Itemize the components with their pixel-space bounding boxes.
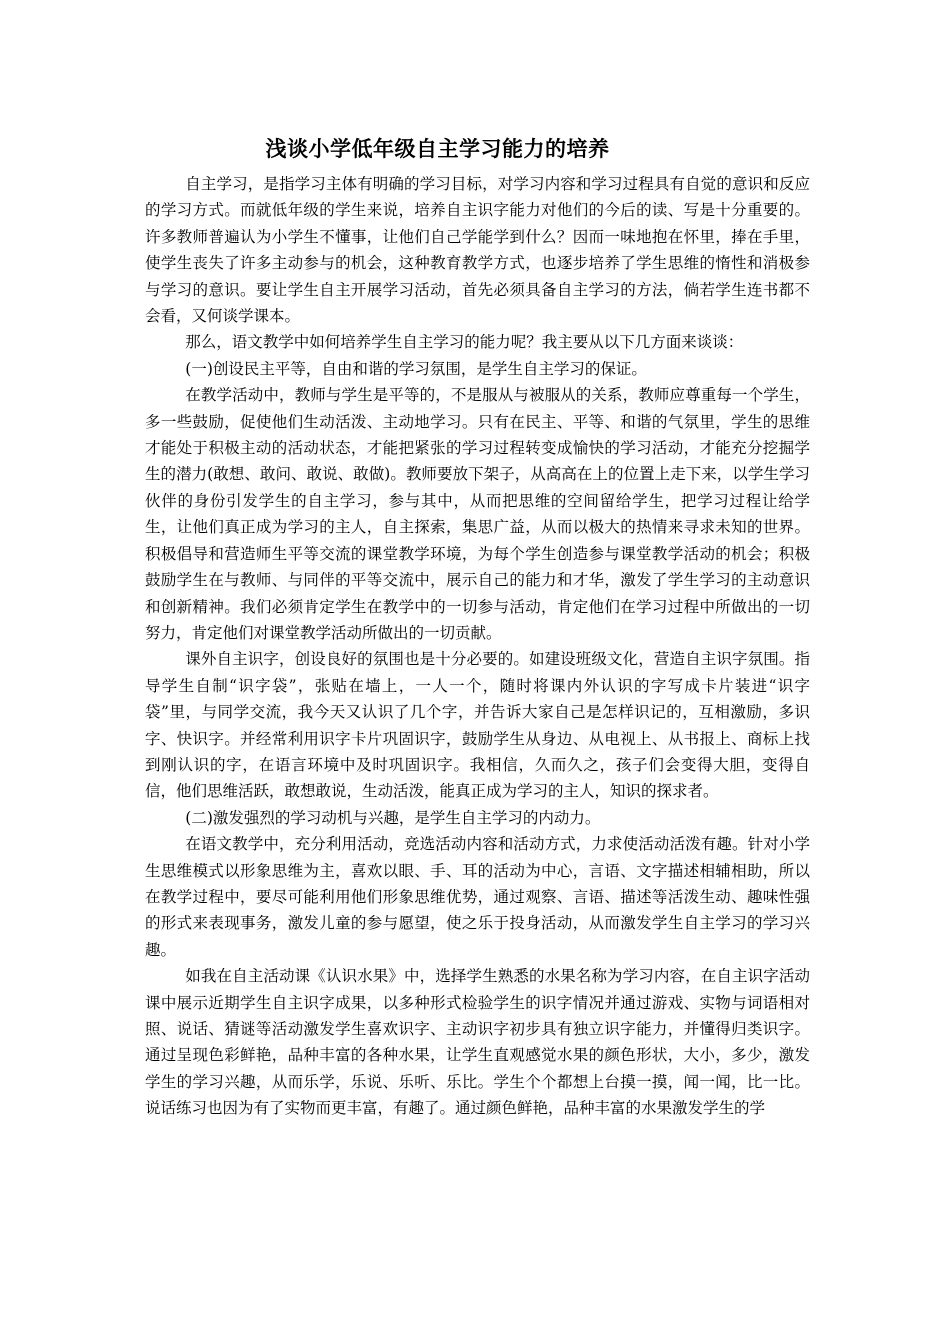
document-title: 浅谈小学低年级自主学习能力的培养	[265, 137, 610, 161]
paragraph-activities: 在语文教学中，充分利用活动，竞选活动内容和活动方式，力求使活动活泼有趣。针对小学生思维模式以形象思维为主，喜欢以眼、手、耳的活动为中心，言语、文字描述相辅相助，所以在教学过程中，要尽可能利用他们形象思维优势，通过观察、言语、描述等活泼生动、趣味性强的形式来表现事务，激发儿童的参与愿望，使之乐于投身活动，从而激发学生自主学习的学习兴趣。	[145, 835, 810, 959]
paragraph-intro: 自主学习，是指学习主体有明确的学习目标，对学习内容和学习过程具有自觉的意识和反应的学习方式。而就低年级的学生来说，培养自主识字能力对他们的今后的读、写是十分重要的。许多教师普遍认为小学生不懂事，让他们自己学能学到什么？因而一味地抱在怀里，捧在手里，使学生丧失了许多主动参与的机会，这种教育教学方式，也逐步培养了学生思维的惰性和消极参与学习的意识。要让学生自主开展学习活动，首先必须具备自主学习的方法，倘若学生连书都不会看，又何谈学课本。	[145, 175, 810, 326]
paragraph-equality: 在教学活动中，教师与学生是平等的，不是服从与被服从的关系，教师应尊重每一个学生，多一些鼓励，促使他们生动活泼、主动地学习。只有在民主、平等、和谐的气氛里，学生的思维才能处于积极主动的活动状态，才能把紧张的学习过程转变成愉快的学习活动，才能充分挖掘学生的潜力(敢想、敢问、敢说、敢做)。教师要放下架子，从高高在上的位置上走下来，以学生学习伙伴的身份引发学生的自主学习，参与其中，从而把思维的空间留给学生，把学习过程让给学生，让他们真正成为学习的主人，自主探索，集思广益，从而以极大的热情来寻求未知的世界。积极倡导和营造师生平等交流的课堂教学环境，为每个学生创造参与课堂教学活动的机会；积极鼓励学生在与教师、与同伴的平等交流中，展示自己的能力和才华，激发了学生学习的主动意识和创新精神。我们必须肯定学生在教学中的一切参与活动，肯定他们在学习过程中所做出的一切努力，肯定他们对课堂教学活动所做出的一切贡献。	[145, 386, 810, 642]
section-heading-1: (一)创设民主平等，自由和谐的学习氛围，是学生自主学习的保证。	[185, 359, 647, 378]
section-heading-2: (二)激发强烈的学习动机与兴趣，是学生自主学习的内动力。	[185, 808, 601, 827]
paragraph-extracurricular: 课外自主识字，创设良好的氛围也是十分必要的。如建设班级文化，营造自主识字氛围。指导学生自制“识字袋”，张贴在墙上，一人一个，随时将课内外认识的字写成卡片装进“识字袋”里，与同学交流，我今天又认识了几个字，并告诉大家自己是怎样识记的，互相激励，多识字、快识字。并经常利用识字卡片巩固识字，鼓励学生从身边、从电视上、从书报上、商标上找到刚认识的字，在语言环境中及时巩固识字。我相信，久而久之，孩子们会变得大胆，变得自信，他们思维活跃，敢想敢说，生动活泼，能真正成为学习的主人，知识的探求者。	[145, 650, 810, 801]
paragraph-fruit-lesson: 如我在自主活动课《认识水果》中，选择学生熟悉的水果名称为学习内容，在自主识字活动课中展示近期学生自主识字成果，以多种形式检验学生的识字情况并通过游戏、实物与词语相对照、说话、猜谜等活动激发学生喜欢识字、主动识字初步具有独立识字能力，并懂得归类识字。通过呈现色彩鲜艳，品种丰富的各种水果，让学生直观感觉水果的颜色形状，大小，多少，激发学生的学习兴趣，从而乐学，乐说、乐听、乐比。学生个个都想上台摸一摸，闻一闻，比一比。说话练习也因为有了实物而更丰富，有趣了。通过颜色鲜艳，品种丰富的水果激发学生的学	[145, 967, 810, 1118]
paragraph-question: 那么，语文教学中如何培养学生自主学习的能力呢？我主要从以下几方面来谈谈：	[185, 333, 744, 352]
document-body	[145, 171, 810, 1122]
